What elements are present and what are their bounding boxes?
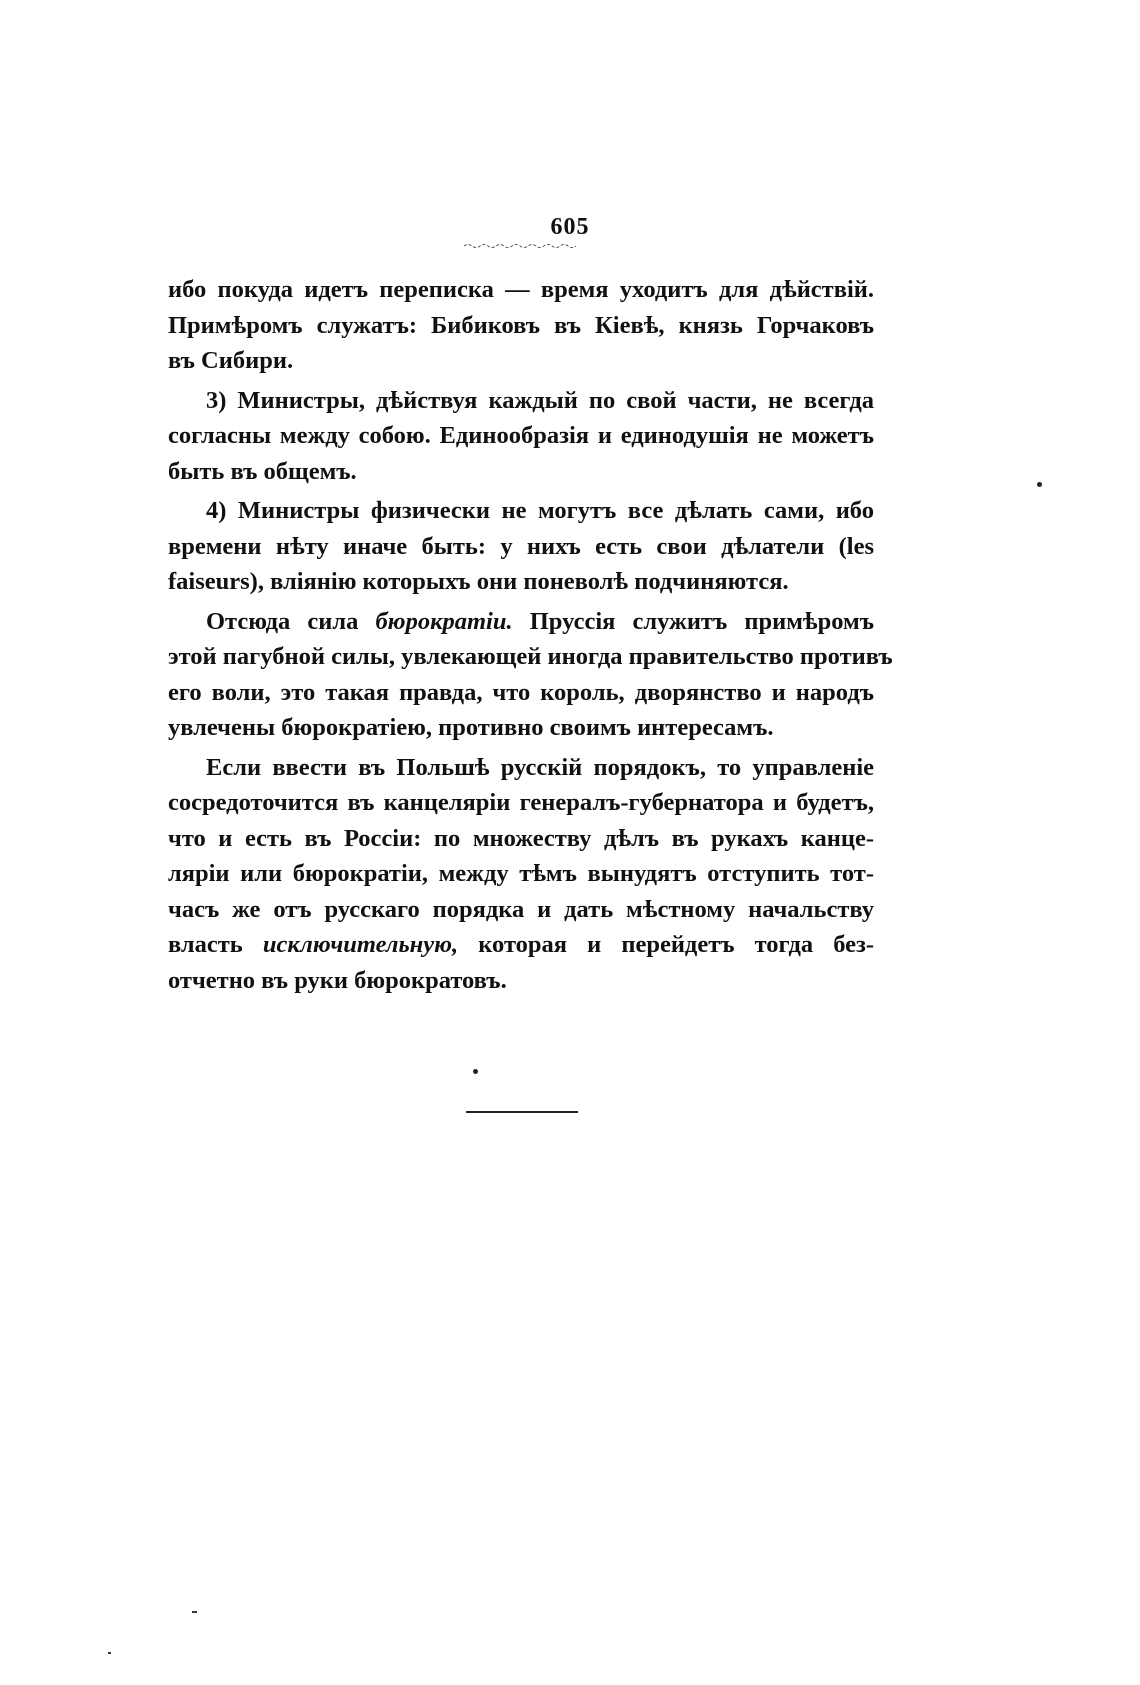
paragraph-5: [168, 750, 874, 999]
text-line: быть въ общемъ.: [168, 457, 357, 485]
paragraph-2: [168, 383, 874, 490]
scan-speck: [192, 1611, 197, 1613]
emphasis-exclusive: исключительную,: [262, 931, 459, 958]
paragraph-1: [168, 272, 874, 379]
scan-speck: [108, 1652, 111, 1654]
text-line: ляріи или бюрократіи, между тѣмъ вынудятъ отступить тот-: [168, 860, 874, 887]
text-line: въ Сибири.: [168, 347, 294, 374]
text-line: [168, 604, 874, 640]
paragraph-3: [168, 493, 874, 600]
text-line: ибо покуда идетъ переписка — время уходитъ для дѣйствій.: [168, 276, 874, 303]
text-line: времени нѣту иначе быть: у нихъ есть свои дѣлатели (les: [168, 532, 874, 560]
text-line: 3) Министры, дѣйствуя каждый по свой части, не всегда: [206, 386, 874, 414]
page-number-ornament: [464, 243, 580, 249]
text-line: его воли, это такая правда, что король, дворянство и народъ: [168, 678, 874, 706]
text-line: согласны между собою. Единообразія и единодушія не можетъ: [168, 422, 874, 449]
text-line: отчетно въ руки бюрократовъ.: [168, 966, 507, 994]
text-line: этой пагубной силы, увлекающей иногда правительство противъ: [168, 643, 893, 670]
body-text: [168, 272, 893, 1002]
page-number: 605: [550, 214, 590, 240]
text-line: faiseurs), вліянію которыхъ они поневолѣ подчиняются.: [168, 568, 789, 595]
text-fragment: власть: [168, 931, 263, 958]
text-line: сосредоточится въ канцеляріи генералъ-губернатора и будетъ,: [168, 789, 874, 816]
text-line: увлечены бюрократіею, противно своимъ интересамъ.: [168, 714, 774, 741]
text-line: Если ввести въ Польшѣ русскій порядокъ, то управленіе: [206, 753, 874, 781]
end-rule: [466, 1111, 578, 1113]
text-line: Примѣромъ служатъ: Бибиковъ въ Кіевѣ, князь Горчаковъ: [168, 311, 874, 339]
text-line: часъ же отъ русскаго порядка и дать мѣстному начальству: [168, 895, 874, 923]
text-fragment: которая и перейдетъ тогда без-: [458, 931, 874, 958]
text-fragment: Пруссія служитъ примѣромъ: [512, 607, 874, 635]
text-line: 4) Министры физически не могутъ все дѣлать сами, ибо: [206, 497, 874, 524]
margin-dot: [1037, 482, 1042, 487]
paragraph-4: [168, 604, 893, 746]
emphasis-bureaucracy: бюрократіи.: [375, 607, 513, 635]
text-line: [168, 927, 874, 963]
section-dot: [473, 1069, 478, 1074]
text-line: что и есть въ Россіи: по множеству дѣлъ въ рукахъ канце-: [168, 824, 874, 852]
text-fragment: Отсюда сила: [206, 607, 376, 635]
